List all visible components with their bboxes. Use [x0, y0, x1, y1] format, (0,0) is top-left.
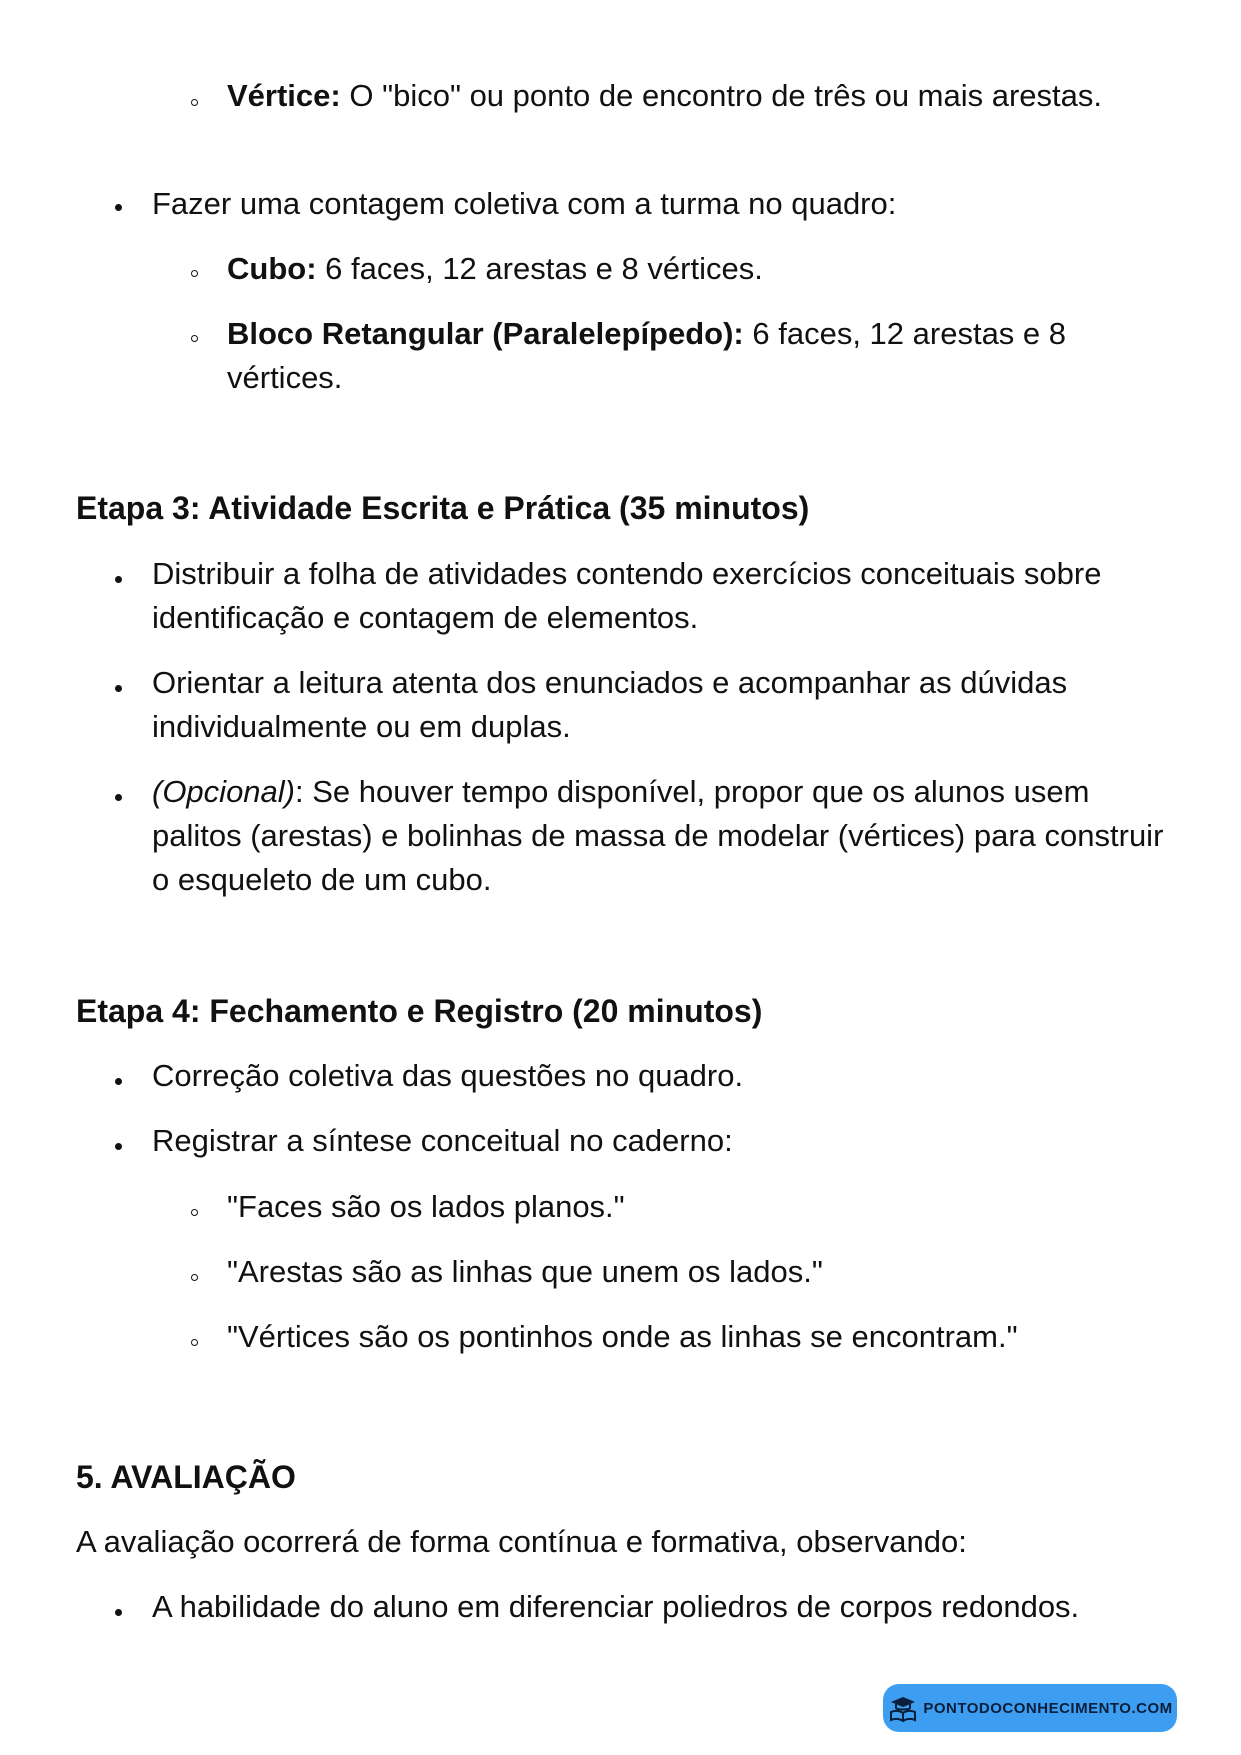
etapa4-item-2: Registrar a síntese conceitual no caderno:: [152, 1123, 733, 1158]
logo-text: PONTODOCONHECIMENTO.COM: [923, 1699, 1173, 1717]
sub-bullet-marker: [190, 1338, 202, 1350]
sub-item-cubo: Cubo: 6 faces, 12 arestas e 8 vértices.: [227, 251, 763, 286]
sub-bullet-marker: [190, 1273, 202, 1285]
etapa4-item-1: Correção coletiva das questões no quadro.: [152, 1058, 744, 1093]
graduation-book-icon: [887, 1692, 919, 1724]
etapa4-sub-2: "Arestas são as linhas que unem os lados.": [227, 1254, 823, 1289]
sub-item-vertice: Vértice: O "bico" ou ponto de encontro de três ou mais arestas.: [227, 78, 1103, 113]
avaliacao-intro: A avaliação ocorrerá de forma contínua e formativa, observando:: [76, 1524, 967, 1559]
bullet-marker: [112, 1606, 126, 1620]
bullet-marker: [112, 1075, 126, 1089]
list-item-contagem: Fazer uma contagem coletiva com a turma no quadro:: [152, 186, 897, 221]
etapa4-sub-1: "Faces são os lados planos.": [227, 1189, 625, 1224]
sub-bullet-marker: [190, 98, 202, 110]
bullet-marker: [112, 573, 126, 587]
etapa3-item-3: (Opcional): Se houver tempo disponível, propor que os alunos usem palitos (arestas) e bolinhas de massa de modelar (vértices) para construir o esqueleto de um cubo.: [152, 774, 1164, 897]
sub-bullet-marker: [190, 1208, 202, 1220]
bullet-marker: [112, 201, 126, 215]
etapa4-sub-3: "Vértices são os pontinhos onde as linhas se encontram.": [227, 1319, 1018, 1354]
sub-bullet-marker: [190, 334, 202, 346]
bullet-marker: [112, 682, 126, 696]
etapa3-item-2: Orientar a leitura atenta dos enunciados e acompanhar as dúvidas individualmente ou em duplas.: [152, 665, 1068, 744]
etapa3-heading: Etapa 3: Atividade Escrita e Prática (35 minutos): [76, 490, 810, 526]
bullet-marker: [112, 1140, 126, 1154]
avaliacao-item-1: A habilidade do aluno em diferenciar poliedros de corpos redondos.: [152, 1589, 1080, 1624]
avaliacao-heading: 5. AVALIAÇÃO: [76, 1459, 296, 1495]
etapa4-heading: Etapa 4: Fechamento e Registro (20 minutos): [76, 993, 763, 1029]
sub-item-bloco: Bloco Retangular (Paralelepípedo): 6 faces, 12 arestas e 8 vértices.: [227, 316, 1067, 395]
sub-bullet-marker: [190, 269, 202, 281]
site-logo-badge[interactable]: [883, 1684, 1177, 1732]
etapa3-item-1: Distribuir a folha de atividades contendo exercícios conceituais sobre identificação e contagem de elementos.: [152, 556, 1102, 635]
bullet-marker: [112, 791, 126, 805]
